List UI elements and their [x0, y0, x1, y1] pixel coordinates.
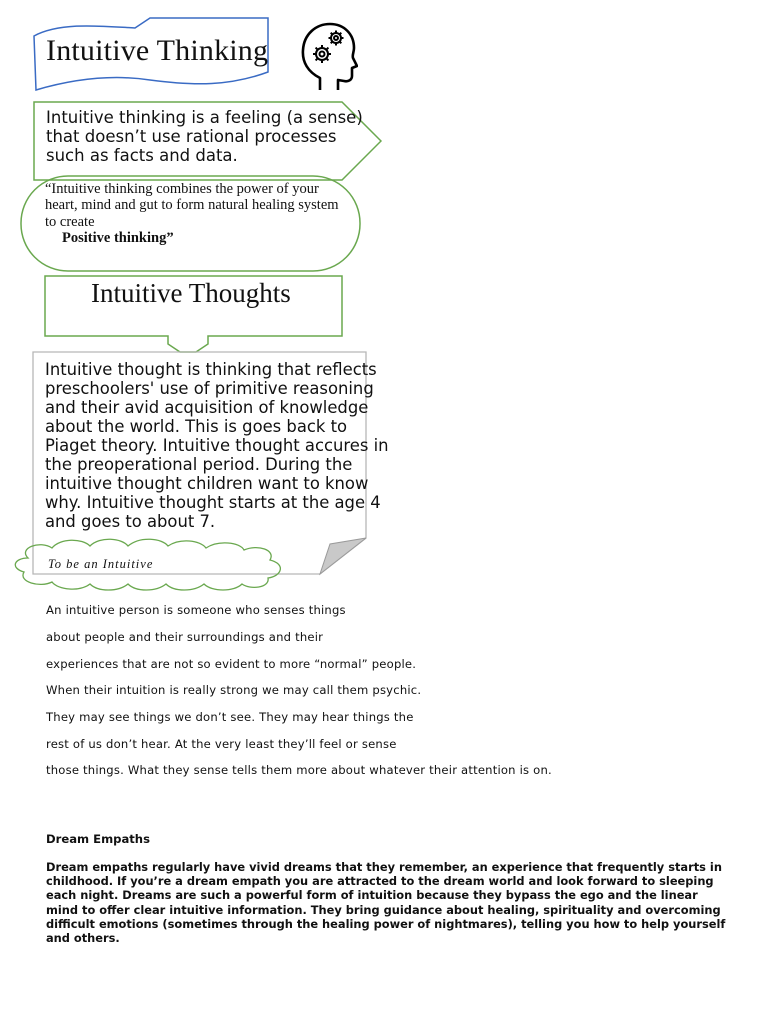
- intuitive-person-line: rest of us don’t hear. At the very least they’ll feel or sense: [46, 737, 397, 751]
- section2-title: Intuitive Thoughts: [91, 278, 291, 308]
- quote-emphasis: Positive thinking”: [62, 230, 174, 247]
- dream-empaths-paragraph: Dream empaths regularly have vivid dreams that they remember, an experience that frequently starts in childhood. If you’re a dream empath you are attracted to the dream world and look forward to sleeping each night. Dreams are such a powerful form of intuition because they bypass the ego and the linear mind to offer clear intuitive information. They bring guidance about healing, spirituality and overcoming difficult emotions (sometimes through the healing power of nightmares), telling you how to help yourself and others.: [46, 860, 726, 946]
- intuitive-person-line: They may see things we don’t see. They may hear things the: [46, 710, 414, 724]
- definition-text: Intuitive thinking is a feeling (a sense) that doesn’t use rational processes such as facts and data.: [46, 108, 363, 165]
- section2-body: Intuitive thought is thinking that reflects preschoolers' use of primitive reasoning and their avid acquisition of knowledge about the world. This is goes back to Piaget theory. Intuitive thought accures in the preoperational period. During the intuitive thought children want to know why. Intuitive thought starts at the age 4 and goes to about 7.: [45, 360, 389, 531]
- intuitive-person-line: those things. What they sense tells them more about whatever their attention is on.: [46, 763, 552, 777]
- dream-empaths-heading: Dream Empaths: [46, 832, 150, 846]
- intuitive-person-line: experiences that are not so evident to more “normal” people.: [46, 657, 417, 671]
- quote-body: “Intuitive thinking combines the power of your heart, mind and gut to form natural healing system to create: [45, 181, 339, 230]
- intuitive-person-line: An intuitive person is someone who senses things: [46, 603, 346, 617]
- intuitive-person-line: When their intuition is really strong we may call them psychic.: [46, 683, 422, 697]
- head-with-gears-icon: [296, 20, 358, 92]
- cloud-label: To be an Intuitive: [48, 557, 154, 571]
- page-title: Intuitive Thinking: [46, 34, 269, 67]
- quote-text: [45, 181, 345, 247]
- intuitive-person-line: about people and their surroundings and their: [46, 630, 324, 644]
- paper-fold: [320, 538, 366, 574]
